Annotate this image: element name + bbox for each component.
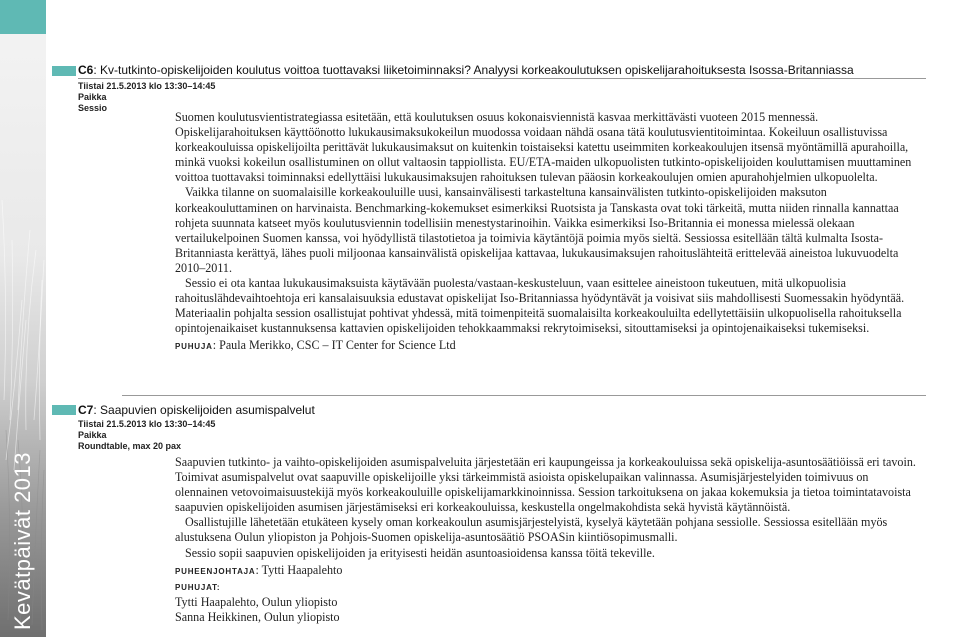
section-code: C6 xyxy=(78,63,94,77)
event-title-vertical: Kevätpäivät 2013 xyxy=(10,451,35,630)
section-c6-body xyxy=(175,110,917,355)
speaker-line: Tytti Haapalehto, Oulun yliopisto xyxy=(175,594,338,609)
speaker-name: : Paula Merikko, CSC – IT Center for Science Ltd xyxy=(212,338,456,353)
moderator-credit xyxy=(175,563,917,579)
paragraph: Sessio sopii saapuvien opiskelijoiden ja erityisesti heidän asuntoasioidensa kanssa töitä tekeville. xyxy=(185,545,655,560)
moderator-label: PUHEENJOHTAJA xyxy=(175,566,256,576)
speaker-credit xyxy=(175,338,917,354)
session-time: Tiistai 21.5.2013 klo 13:30–14:45 xyxy=(78,81,216,91)
divider xyxy=(78,78,926,79)
session-place: Paikka xyxy=(78,92,107,102)
section-title-text: : Kv-tutkinto-opiskelijoiden koulutus voittoa tuottavaksi liiketoiminnaksi? Analyysi korkeakoulutuksen opiskelijarahoituksesta Isossa-Britanniassa xyxy=(93,63,854,77)
paragraph: Osallistujille lähetetään etukäteen kysely oman korkeakoulun asumisjärjestelyistä, kyselyä käytetään pohjana sessiolle. Sessiossa esitellään myös alustuksena Oulun yliopiston ja Pohjois-Suomen opiskelija-asuntosäätiö PSOASin kiintiösopimusmalli. xyxy=(175,515,888,545)
section-c7-body xyxy=(175,455,917,625)
section-title-text: : Saapuvien opiskelijoiden asumispalvelut xyxy=(93,403,315,417)
paragraph: Saapuvien tutkinto- ja vaihto-opiskelijoiden asumispalveluita järjestetään eri kaupungeissa ja korkeakouluissa sekä opiskelija-asuntosäätiöissä eri tavoin. Toimivat asumispalvelut ovat saapuville opiskelijoille yksi tärkeimmistä asioista opiskelupaikan valinnassa. Asumisjärjestelyiden toimivuus on olennainen vetovoimaisuustekijä myös korkeakouluille opiskelijamarkkinoinnissa. Session tarkoituksena on jakaa kokemuksia ja tietoa toimintatavoista saapuvien opiskelijoiden asumisen järjestämiseksi eri korkeakouluissa, keskustella ongelmakohdista sekä hyvistä käytännöistä. xyxy=(175,455,916,515)
speakers-colon: : xyxy=(216,582,221,592)
paragraph: Sessio ei ota kantaa lukukausimaksuista käytävään puolesta/vastaan-keskusteluun, vaan esittelee aineistoon tukeutuen, mitä ulkopuolisia rahoituslähdevaihtoehtoja eri kansalaisuuksia edustavat opiskelijat Iso-Britanniassa hyödyntävät ja voisivat siis mahdollisesti Suomessakin hyödyntää. Materiaalin pohjalta session osallistujat pohtivat yhdessä, mitä toimenpiteitä suomalaisilta korkeakouluilta edellytettäisiin ulkopuolisella rahoituksella opintojenaikaiset kustannuksensa kattavien opiskelijoiden tehokkaammaksi rekrytoimiseksi, sitouttamiseksi ja opintojenaikaiseksi tukemiseksi. xyxy=(175,276,905,336)
session-type: Sessio xyxy=(78,103,108,113)
speakers-label: PUHUJAT xyxy=(175,582,217,592)
section-marker-c7 xyxy=(52,405,76,415)
section-code: C7 xyxy=(78,403,94,417)
session-time: Tiistai 21.5.2013 klo 13:30–14:45 xyxy=(78,419,216,429)
section-c6-title xyxy=(78,63,854,77)
section-marker-c6 xyxy=(52,66,76,76)
moderator-name: : Tytti Haapalehto xyxy=(255,562,343,577)
paragraph: Vaikka tilanne on suomalaisille korkeakouluille uusi, kansainvälisesti tarkasteltuna kansainvälisten tutkinto-opiskelijoiden maksuton korkeakouluttaminen on harvinaista. Benchmarking-kokemukset esimerkiksi Ruotsista ja Tanskasta ovat toki tärkeitä, mutta niiden rinnalla kannattaa rohjeta suunnata katseet myös koulutusviennin todellisiin menestystarinoihin. Vaikka esimerkiksi Iso-Britannia ei monessa mielessä olekaan vertailukelpoinen Suomen kanssa, voi hyödyllistä tilastotietoa ja toimivia käytäntöjä poimia myös sieltä. Sessiossa esitellään tältä kulmalta Isosta-Britanniasta kerättyä, lähes puoli miljoonaa kansainvälistä opiskelijaa kattavaa, lukukausimaksujen rahoituslähteitä erittelevää aineistoa lukuvuodelta 2010–2011. xyxy=(175,185,899,275)
paragraph: Suomen koulutusvientistrategiassa esitetään, että koulutuksen osuus kokonaisviennistä kasvaa merkittävästi vuoteen 2015 mennessä. Opiskelijarahoituksen käyttöönotto lukukausimaksukokeilun muodossa voidaan nähdä osana tätä koulutusvientitoimintaa. Kokeiluun osallistuvissa korkeakouluissa opiskelijoilta perittävät lukukausimaksut on kuitenkin toistaiseksi katettu useimmiten korkeakoulujen itsensä myöntämillä apurahoilla, minkä vuoksi kokeilun osallistuminen on ollut valtaosin tappiollista. EU/ETA-maiden ulkopuolisten tutkinto-opiskelijoiden kouluttamisen muuttaminen voittoa tuottavaksi toiminnaksi edellyttäisi lukukausimaksujen rahoituksen tulevan pääosin korkeakoulujen omien apurahohjelmien ulkopuolelta. xyxy=(175,110,912,185)
speakers-credit xyxy=(175,579,917,595)
section-c7-title xyxy=(78,403,315,417)
decorative-teal-block xyxy=(0,0,46,34)
session-place: Paikka xyxy=(78,430,107,440)
divider xyxy=(122,395,926,396)
speaker-line: Sanna Heikkinen, Oulun yliopisto xyxy=(175,609,340,624)
session-type: Roundtable, max 20 pax xyxy=(78,441,182,451)
section-c7-meta xyxy=(78,419,215,452)
speaker-label: PUHUJA xyxy=(175,342,213,352)
